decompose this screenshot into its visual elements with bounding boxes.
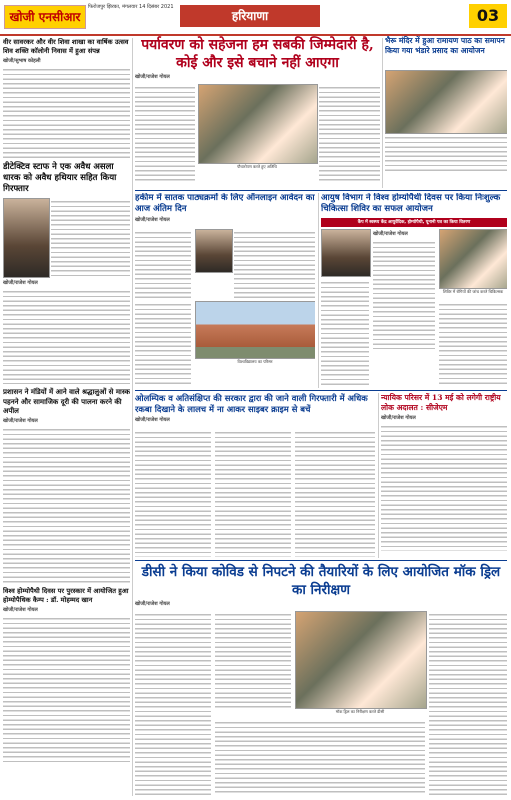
lead-body-1 — [135, 84, 195, 184]
lead-body-2 — [319, 84, 380, 184]
temple-photo — [385, 70, 507, 134]
cyber-byline: खोजी/राजेश गोयल — [135, 417, 170, 423]
story2-body-cont — [3, 288, 130, 384]
masthead — [0, 0, 511, 36]
hakeem-headline: हकीम में सातक पाठ्यक्रमों के लिए ऑनलाइन आवेदन का आज अंतिम दिन — [135, 193, 315, 214]
column-divider — [378, 393, 379, 558]
page-number: 03 — [469, 4, 507, 28]
lead-photo — [198, 84, 318, 164]
hakeem-body-2 — [234, 229, 315, 299]
story1-headline: वीर सावरकर और वीर शिवा शाखा का वार्षिक उत्सव शिव शक्ति कॉलोनी निवास में हुआ संपन्न — [3, 38, 129, 55]
lead-photo-caption: पौधारोपण करते हुए अतिथि — [237, 164, 277, 169]
hakeem-body-3 — [135, 301, 191, 385]
story2-photo-row — [3, 198, 130, 278]
ayush-body — [321, 229, 507, 388]
lead-headline: पर्यावरण को सहेजना हम सबकी जिम्मेदारी है, कोई और इसे बचाने नहीं आएगा — [141, 37, 374, 71]
story4-byline: खोजी/राजेश गोयल — [3, 606, 38, 613]
section-rule — [135, 390, 507, 391]
newspaper-logo: खोजी एनसीआर — [4, 5, 86, 29]
hakeem-byline: खोजी/राजेश गोयल — [135, 217, 170, 223]
lead-story — [135, 36, 380, 186]
bottom-story — [135, 563, 507, 796]
ayush-body-1 — [373, 239, 435, 349]
hakeem-body-1 — [135, 229, 191, 299]
doctor-photo — [321, 229, 371, 277]
court-headline: न्यायिक परिसर में 13 मई को लगेगी राष्ट्रीय लोक अदालत : सीजेएम — [381, 393, 501, 412]
bottom-body-1 — [135, 611, 211, 795]
story2-body — [51, 198, 130, 276]
story4-body — [3, 615, 130, 765]
left-column — [3, 38, 130, 796]
bottom-byline: खोजी/राजेश गोयल — [135, 601, 170, 607]
bottom-headline: डीसी ने किया कोविड से निपटने की तैयारियों के लिए आयोजित मॉक ड्रिल का निरीक्षण — [141, 564, 501, 598]
cyber-body-3 — [295, 429, 375, 557]
ayush-body-3 — [439, 301, 507, 387]
story1-body — [3, 66, 130, 158]
mockdrill-photo — [295, 611, 427, 709]
camp-ribbon: कैंप में स्वस्थ्य केंद्र आयुर्वेदिक, होम्योपैथी, यूनानी पत्र का किया वितरण — [321, 218, 507, 227]
court-byline: खोजी/राजेश गोयल — [381, 415, 416, 421]
cyber-headline: ओलम्पिक व अतिसंक्षिप्त की सरकार द्वारा की जाने वाली गिरफ्तारी में अधिक रकबा दिखाने के लालच में ना आकर साइबर क्राइम से बचें — [135, 393, 368, 414]
column-divider — [382, 38, 383, 188]
right-top-headline: भैरू मंदिर में हुआ रामायण पाठ का समापन किया गया भंडारे प्रसाद का आयोजन — [385, 36, 505, 55]
ayush-headline: आयुष विभाग ने विश्व होम्योपैथी दिवस पर किया निःशुल्क चिकित्सा शिविर का सफल आयोजन — [321, 193, 501, 214]
camp-caption: शिविर में रोगियों की जांच करते चिकित्सक — [442, 289, 504, 294]
hakeem-story — [135, 193, 315, 388]
section-rule — [135, 560, 507, 561]
campus-photo — [195, 301, 315, 359]
story2-byline: खोजी/राजेश गोयल — [3, 280, 38, 286]
right-top-story — [385, 36, 507, 188]
story3-body — [3, 426, 130, 584]
court-story — [381, 393, 507, 558]
mockdrill-caption: मॉक ड्रिल का निरीक्षण करते डीसी — [335, 709, 385, 714]
lead-byline: खोजी/राजेश गोयल — [135, 74, 170, 80]
right-top-body — [385, 134, 507, 174]
ayush-byline: खोजी/राजेश गोयल — [373, 231, 408, 237]
official-photo — [195, 229, 233, 273]
dateline: फिरोजपुर झिरका, मंगलवार 14 दिसंबर 2021 — [88, 4, 174, 10]
column-divider — [318, 193, 319, 388]
campus-caption: विश्वविद्यालय का परिसर — [237, 359, 273, 364]
cyber-body-1 — [135, 429, 211, 557]
bottom-body-3 — [215, 719, 425, 795]
court-body — [381, 423, 507, 551]
camp-photo — [439, 229, 507, 289]
bottom-body-4 — [429, 611, 507, 795]
section-title: हरियाणा — [180, 5, 320, 27]
story2-headline: डीटेक्टिव स्टाफ ने एक अवैध असला धारक को अवैध हथियार सहित किया गिरफ्तार — [3, 162, 117, 194]
cyber-body-2 — [215, 429, 291, 557]
bottom-body-2 — [215, 611, 291, 709]
story3-byline: खोजी/राजेश गोयल — [3, 417, 38, 424]
ayush-body-2 — [321, 279, 369, 387]
section-rule — [135, 190, 507, 191]
story1-byline: खोजी/सुभाष कोहली — [3, 58, 41, 64]
story3-headline: प्रशासन ने मंडियों में आने वाले श्रद्धालुओं से मास्क पहनने और सामाजिक दूरी की पालना करने की अपील — [3, 387, 130, 415]
column-divider — [132, 38, 133, 796]
accused-photo — [3, 198, 50, 278]
cyber-story — [135, 393, 375, 558]
story4-headline: विश्व होम्योपैथी दिवस पर पुरस्कार में आयोजित हुआ होम्योपैथिक कैम्प : डॉ. मोहम्मद खान — [3, 586, 129, 604]
